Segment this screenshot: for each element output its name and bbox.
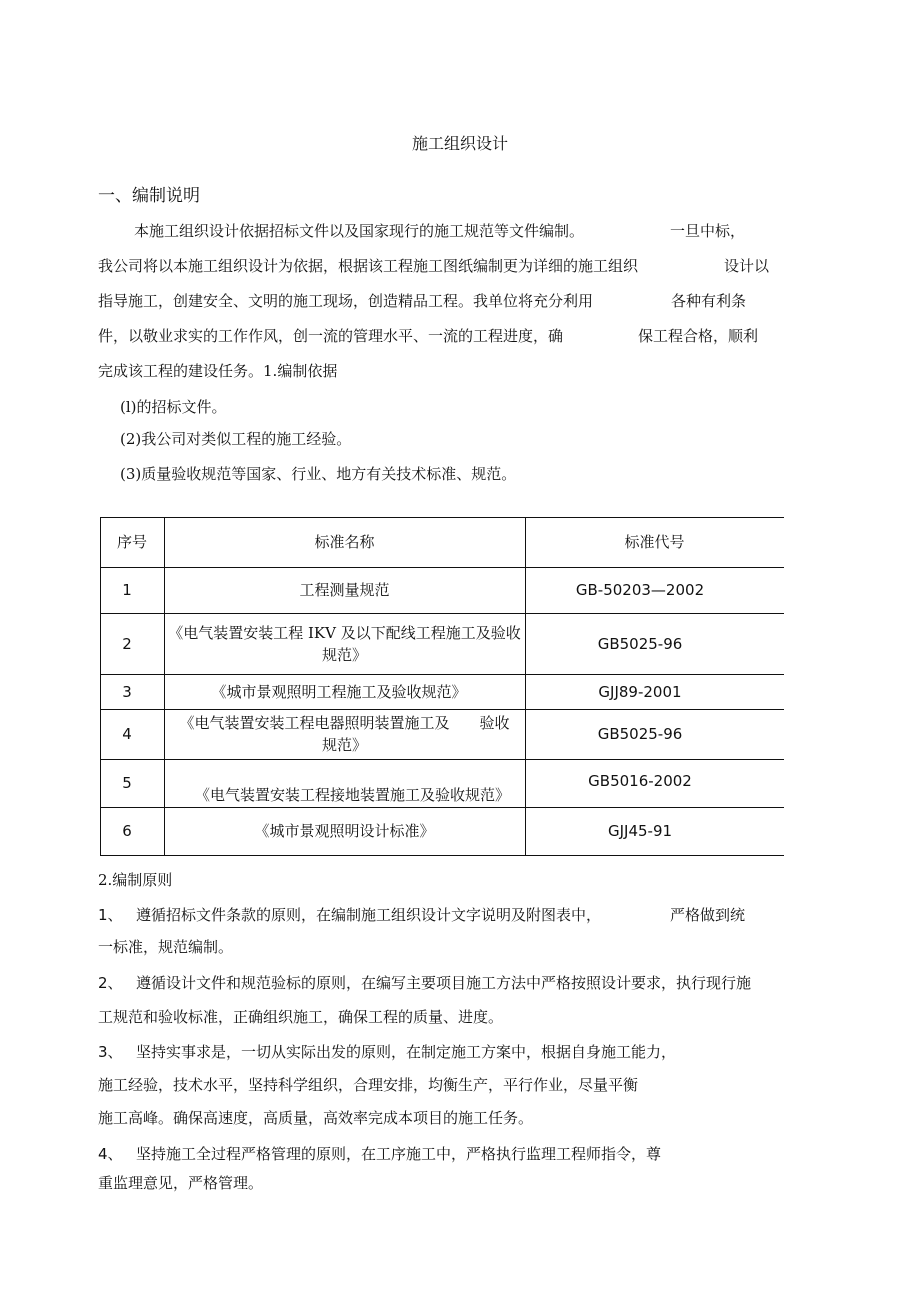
- table-row-code: GJJ89-2001: [598, 682, 682, 701]
- table-row-code: GB-50203—2002: [575, 581, 705, 599]
- intro-line-1b: 一旦中标，: [670, 222, 746, 240]
- table-row-name-line-1: 《电气装置安装工程电器照明装置施工及 验收: [179, 714, 510, 732]
- standards-table: [100, 517, 784, 856]
- intro-line-2b: 设计以: [724, 257, 770, 275]
- table-row-code: GB5025-96: [597, 634, 683, 653]
- principle-4-line-1: 坚持施工全过程严格管理的原则，在工序施工中，严格执行监理工程师指令，尊: [136, 1145, 662, 1163]
- table-line: [100, 855, 784, 856]
- principle-4-line-2: 重监理意见，严格管理。: [98, 1174, 264, 1192]
- principle-3-line-1: 坚持实事求是，一切从实际出发的原则，在制定施工方案中，根据自身施工能力，: [136, 1043, 677, 1061]
- intro-line-4a: 件，以敬业求实的工作作风，创一流的管理水平、一流的工程进度，确: [98, 327, 564, 345]
- table-row-no: 1: [122, 581, 132, 599]
- section-heading: 一、编制说明: [98, 186, 200, 206]
- principle-2-line-1: 遵循设计文件和规范验标的原则，在编写主要项目施工方法中严格按照设计要求，执行现行施: [136, 974, 752, 992]
- table-row-code: GB5016-2002: [588, 772, 692, 790]
- principle-1-number: 1、: [98, 906, 123, 924]
- table-row-name-line-2: 规范》: [321, 736, 367, 754]
- intro-line-4b: 保工程合格，顺利: [638, 327, 759, 345]
- table-row-no: 5: [122, 774, 132, 792]
- table-row-name-line-2: 规范》: [321, 645, 367, 664]
- table-row-code: GJJ45-91: [607, 822, 673, 840]
- table-row-code: GB5025-96: [597, 725, 683, 743]
- table-row-no: 4: [122, 725, 132, 743]
- basis-item-2: (2)我公司对类似工程的施工经验。: [120, 430, 352, 448]
- table-row-name: [164, 613, 525, 674]
- principle-3-line-3: 施工高峰。确保高速度，高质量，高效率完成本项目的施工任务。: [98, 1109, 534, 1127]
- table-row-no: 2: [122, 634, 132, 653]
- intro-line-5: 完成该工程的建设任务。1.编制依据: [98, 362, 338, 380]
- principle-4-number: 4、: [98, 1145, 123, 1163]
- principle-2-line-2: 工规范和验收标准，正确组织施工，确保工程的质量、进度。: [98, 1008, 504, 1026]
- principles-heading: 2.编制原则: [98, 871, 173, 889]
- table-header-name: 标准名称: [314, 533, 375, 551]
- table-header-no: 序号: [116, 533, 147, 551]
- table-row-name-line-1: 《电气装置安装工程 IKV 及以下配线工程施工及验收: [168, 623, 521, 642]
- basis-item-3: (3)质量验收规范等国家、行业、地方有关技术标准、规范。: [120, 465, 517, 483]
- document-title: 施工组织设计: [411, 134, 508, 153]
- principle-1-line-2: 一标准，规范编制。: [98, 938, 234, 956]
- table-header-code: 标准代号: [624, 533, 685, 551]
- basis-item-1: (l)的招标文件。: [120, 398, 227, 416]
- principle-1-line-1a: 遵循招标文件条款的原则，在编制施工组织设计文字说明及附图表中，: [136, 906, 602, 924]
- intro-line-2a: 我公司将以本施工组织设计为依据，根据该工程施工图纸编制更为详细的施工组织: [98, 257, 639, 275]
- table-row-name: 《城市景观照明设计标准》: [254, 822, 435, 840]
- intro-line-3b: 各种有利条: [671, 292, 747, 310]
- table-row-no: 3: [122, 682, 132, 701]
- table-row-name: 工程测量规范: [299, 581, 390, 599]
- principle-1-line-1b: 严格做到统: [670, 906, 746, 924]
- table-line: [100, 759, 784, 760]
- principle-3-number: 3、: [98, 1043, 123, 1061]
- principle-3-line-2: 施工经验，技术水平，坚持科学组织，合理安排，均衡生产，平行作业，尽量平衡: [98, 1076, 639, 1094]
- table-row-no: 6: [122, 822, 132, 840]
- table-row-name: 《电气装置安装工程接地装置施工及验收规范》: [194, 786, 510, 804]
- table-row-name: 《城市景观照明工程施工及验收规范》: [211, 682, 467, 701]
- intro-line-3a: 指导施工，创建安全、文明的施工现场，创造精品工程。我单位将充分利用: [98, 292, 594, 310]
- intro-line-1a: 本施工组织设计依据招标文件以及国家现行的施工规范等文件编制。: [134, 222, 585, 240]
- principle-2-number: 2、: [98, 974, 123, 992]
- table-row-name: [164, 709, 525, 759]
